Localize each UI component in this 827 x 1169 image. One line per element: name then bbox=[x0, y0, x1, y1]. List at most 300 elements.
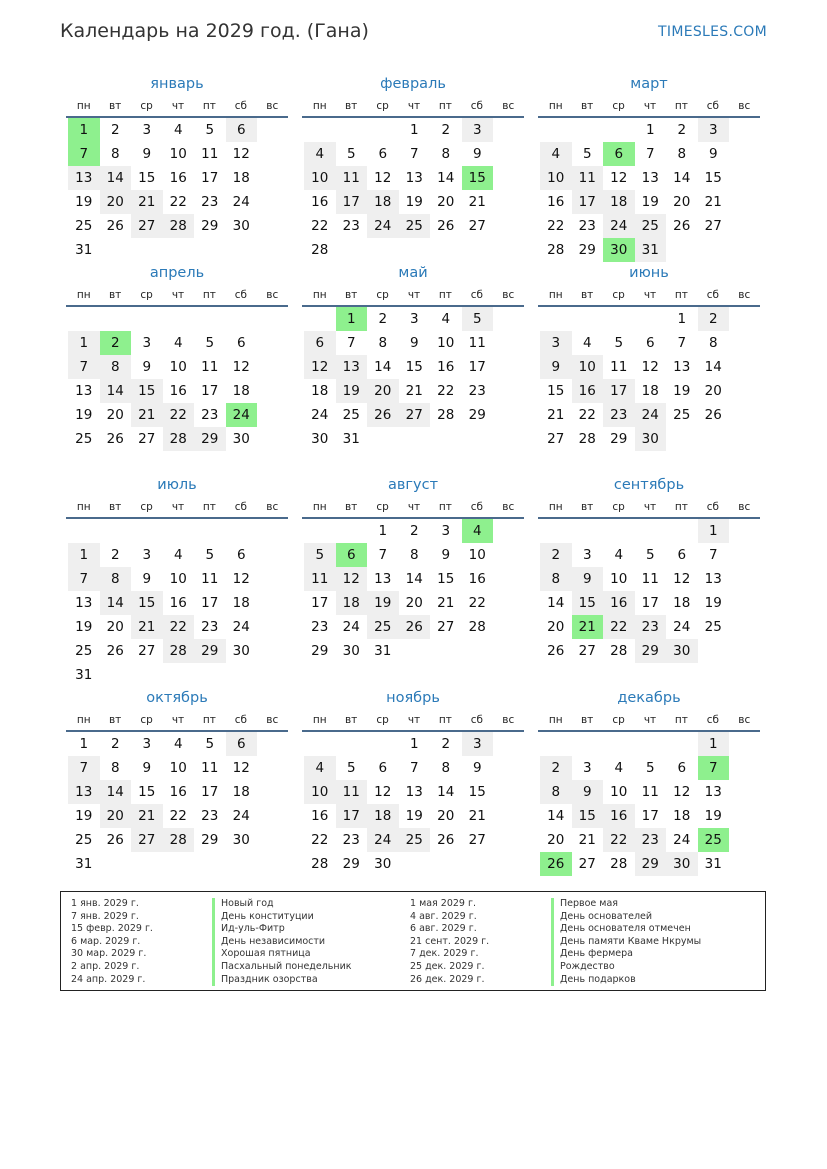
weekday-label: пн bbox=[76, 100, 91, 112]
day-cell: 19 bbox=[673, 383, 691, 399]
day-cell: 20 bbox=[437, 808, 455, 824]
day-cell: 30 bbox=[342, 643, 360, 659]
day-cell: 18 bbox=[641, 383, 659, 399]
day-cell: 23 bbox=[468, 383, 486, 399]
empty-cell bbox=[336, 118, 368, 142]
weekday-label: пт bbox=[438, 714, 452, 726]
day-cell: 21 bbox=[468, 808, 486, 824]
day-cell: 26 bbox=[437, 218, 455, 234]
month-11 bbox=[302, 682, 524, 876]
day-cell: 8 bbox=[100, 567, 132, 591]
day-cell: 19 bbox=[641, 194, 659, 210]
day-cell: 1 bbox=[68, 543, 100, 567]
weekday-label: ср bbox=[376, 714, 389, 726]
day-cell: 13 bbox=[673, 359, 691, 375]
day-cell: 27 bbox=[437, 619, 455, 635]
empty-cell bbox=[540, 519, 572, 543]
month-name: декабрь bbox=[617, 690, 681, 706]
holiday-legend bbox=[60, 891, 766, 991]
day-cell: 6 bbox=[304, 331, 336, 355]
day-cell: 6 bbox=[378, 760, 388, 776]
empty-cell bbox=[100, 307, 132, 331]
day-cell: 16 bbox=[311, 194, 329, 210]
day-cell: 25 bbox=[342, 407, 360, 423]
day-cell: 4 bbox=[540, 142, 572, 166]
day-cell: 3 bbox=[142, 335, 152, 351]
day-cell: 7 bbox=[708, 547, 718, 563]
month-name: июнь bbox=[629, 265, 669, 281]
day-cell: 27 bbox=[704, 218, 722, 234]
empty-cell bbox=[131, 519, 163, 543]
day-cell: 16 bbox=[169, 784, 187, 800]
day-cell: 17 bbox=[641, 595, 659, 611]
day-cell: 14 bbox=[673, 170, 691, 186]
month-name: октябрь bbox=[146, 690, 208, 706]
day-cell: 13 bbox=[68, 780, 100, 804]
day-cell: 13 bbox=[75, 383, 93, 399]
page-title: Календарь на 2029 год. (Гана) bbox=[60, 20, 369, 42]
day-cell: 30 bbox=[666, 639, 698, 663]
day-cell: 8 bbox=[110, 760, 120, 776]
day-cell: 15 bbox=[138, 170, 156, 186]
day-cell: 12 bbox=[232, 571, 250, 587]
weekday-label: пт bbox=[202, 501, 216, 513]
day-cell: 24 bbox=[603, 214, 635, 238]
empty-cell bbox=[336, 519, 368, 543]
month-name: апрель bbox=[149, 265, 205, 281]
day-cell: 8 bbox=[540, 567, 572, 591]
weekday-header bbox=[538, 285, 760, 307]
empty-cell bbox=[635, 732, 667, 756]
day-cell: 5 bbox=[205, 736, 215, 752]
day-cell: 29 bbox=[201, 218, 219, 234]
legend-holiday-name: Ид-уль-Фитр bbox=[212, 923, 285, 936]
legend-date: 21 сент. 2029 г. bbox=[410, 935, 490, 947]
day-cell: 9 bbox=[708, 146, 718, 162]
weekday-label: сб bbox=[234, 100, 247, 112]
day-cell: 1 bbox=[409, 736, 419, 752]
legend-holiday-name: Новый год bbox=[212, 898, 274, 911]
day-cell: 3 bbox=[142, 547, 152, 563]
empty-cell bbox=[540, 732, 572, 756]
day-cell: 9 bbox=[142, 760, 152, 776]
day-cell: 14 bbox=[100, 379, 132, 403]
empty-cell bbox=[572, 118, 604, 142]
empty-cell bbox=[68, 519, 100, 543]
weekday-label: пн bbox=[76, 289, 91, 301]
day-cell: 12 bbox=[232, 760, 250, 776]
weekday-label: ср bbox=[612, 100, 625, 112]
holiday-day: 6 bbox=[603, 142, 635, 166]
empty-cell bbox=[603, 307, 635, 331]
weekday-label: пт bbox=[674, 501, 688, 513]
day-cell: 22 bbox=[437, 383, 455, 399]
day-grid bbox=[538, 118, 760, 262]
day-cell: 11 bbox=[468, 335, 486, 351]
day-cell: 10 bbox=[572, 355, 604, 379]
day-cell: 7 bbox=[409, 760, 419, 776]
weekday-label: пт bbox=[438, 100, 452, 112]
legend-holiday-name: Пасхальный понедельник bbox=[212, 961, 352, 974]
day-cell: 12 bbox=[374, 784, 392, 800]
day-cell: 18 bbox=[232, 784, 250, 800]
day-cell: 20 bbox=[367, 379, 399, 403]
day-cell: 20 bbox=[547, 832, 565, 848]
day-cell: 17 bbox=[201, 383, 219, 399]
day-cell: 13 bbox=[336, 355, 368, 379]
weekday-label: вс bbox=[738, 100, 751, 112]
day-cell: 25 bbox=[399, 214, 431, 238]
day-cell: 30 bbox=[311, 431, 329, 447]
day-cell: 27 bbox=[131, 828, 163, 852]
day-cell: 17 bbox=[201, 784, 219, 800]
day-cell: 25 bbox=[75, 643, 93, 659]
holiday-day: 26 bbox=[540, 852, 572, 876]
day-cell: 26 bbox=[399, 615, 431, 639]
day-cell: 29 bbox=[194, 427, 226, 451]
weekday-label: чт bbox=[407, 289, 421, 301]
day-cell: 10 bbox=[169, 359, 187, 375]
holiday-day: 30 bbox=[603, 238, 635, 262]
day-cell: 13 bbox=[405, 170, 423, 186]
day-cell: 30 bbox=[232, 218, 250, 234]
day-cell: 21 bbox=[704, 194, 722, 210]
day-cell: 10 bbox=[304, 166, 336, 190]
day-grid bbox=[66, 118, 288, 262]
day-cell: 3 bbox=[441, 523, 451, 539]
weekday-label: пт bbox=[674, 289, 688, 301]
day-cell: 9 bbox=[472, 146, 482, 162]
weekday-header bbox=[66, 285, 288, 307]
day-cell: 20 bbox=[100, 190, 132, 214]
day-cell: 3 bbox=[462, 118, 494, 142]
day-cell: 20 bbox=[106, 407, 124, 423]
day-cell: 8 bbox=[441, 760, 451, 776]
empty-cell bbox=[131, 307, 163, 331]
holiday-day: 25 bbox=[698, 828, 730, 852]
weekday-label: чт bbox=[171, 501, 185, 513]
weekday-header bbox=[302, 497, 524, 519]
empty-cell bbox=[304, 732, 336, 756]
weekday-label: пн bbox=[312, 289, 327, 301]
holiday-day: 4 bbox=[462, 519, 494, 543]
empty-cell bbox=[666, 732, 698, 756]
day-cell: 19 bbox=[704, 595, 722, 611]
day-cell: 11 bbox=[304, 567, 336, 591]
day-cell: 24 bbox=[232, 194, 250, 210]
day-cell: 19 bbox=[75, 194, 93, 210]
empty-cell bbox=[572, 307, 604, 331]
day-cell: 2 bbox=[441, 122, 451, 138]
day-cell: 1 bbox=[698, 732, 730, 756]
day-cell: 26 bbox=[547, 643, 565, 659]
day-cell: 15 bbox=[572, 591, 604, 615]
day-cell: 6 bbox=[226, 118, 258, 142]
day-cell: 10 bbox=[304, 780, 336, 804]
legend-holiday-name: Первое мая bbox=[551, 898, 618, 911]
weekday-label: пн bbox=[548, 501, 563, 513]
day-grid bbox=[538, 732, 760, 876]
day-cell: 15 bbox=[704, 170, 722, 186]
weekday-label: вс bbox=[738, 501, 751, 513]
day-cell: 3 bbox=[540, 331, 572, 355]
day-cell: 27 bbox=[468, 218, 486, 234]
day-cell: 3 bbox=[142, 736, 152, 752]
day-cell: 26 bbox=[673, 218, 691, 234]
day-cell: 31 bbox=[75, 856, 93, 872]
day-cell: 27 bbox=[578, 643, 596, 659]
empty-cell bbox=[68, 307, 100, 331]
day-cell: 30 bbox=[374, 856, 392, 872]
day-cell: 4 bbox=[304, 756, 336, 780]
weekday-label: сб bbox=[470, 714, 483, 726]
holiday-day: 1 bbox=[68, 118, 100, 142]
day-cell: 18 bbox=[673, 808, 691, 824]
day-cell: 8 bbox=[378, 335, 388, 351]
day-cell: 22 bbox=[603, 615, 635, 639]
day-cell: 1 bbox=[79, 736, 89, 752]
day-cell: 6 bbox=[226, 732, 258, 756]
weekday-label: пн bbox=[76, 714, 91, 726]
weekday-label: ср bbox=[612, 501, 625, 513]
day-grid bbox=[302, 519, 524, 663]
weekday-label: вс bbox=[738, 289, 751, 301]
legend-holiday-name: День памяти Кваме Нкрумы bbox=[551, 936, 701, 949]
day-cell: 30 bbox=[232, 643, 250, 659]
day-cell: 22 bbox=[169, 808, 187, 824]
day-cell: 24 bbox=[367, 828, 399, 852]
holiday-day: 7 bbox=[698, 756, 730, 780]
weekday-label: пт bbox=[674, 100, 688, 112]
day-cell: 9 bbox=[572, 567, 604, 591]
day-cell: 12 bbox=[374, 170, 392, 186]
day-cell: 13 bbox=[641, 170, 659, 186]
weekday-label: чт bbox=[171, 100, 185, 112]
day-cell: 28 bbox=[610, 643, 628, 659]
day-cell: 22 bbox=[311, 832, 329, 848]
weekday-label: чт bbox=[643, 714, 657, 726]
day-cell: 6 bbox=[645, 335, 655, 351]
day-cell: 29 bbox=[635, 639, 667, 663]
day-cell: 25 bbox=[367, 615, 399, 639]
day-cell: 23 bbox=[342, 832, 360, 848]
month-5 bbox=[302, 257, 524, 451]
day-cell: 31 bbox=[342, 431, 360, 447]
day-cell: 22 bbox=[603, 828, 635, 852]
day-cell: 3 bbox=[409, 311, 419, 327]
day-cell: 6 bbox=[677, 547, 687, 563]
weekday-label: вс bbox=[502, 501, 515, 513]
day-cell: 9 bbox=[572, 780, 604, 804]
day-cell: 15 bbox=[547, 383, 565, 399]
weekday-label: сб bbox=[706, 289, 719, 301]
day-cell: 23 bbox=[635, 828, 667, 852]
day-cell: 14 bbox=[547, 595, 565, 611]
day-cell: 7 bbox=[68, 355, 100, 379]
day-cell: 9 bbox=[142, 146, 152, 162]
day-cell: 2 bbox=[110, 736, 120, 752]
day-cell: 25 bbox=[75, 218, 93, 234]
day-cell: 28 bbox=[163, 639, 195, 663]
empty-cell bbox=[603, 519, 635, 543]
day-cell: 19 bbox=[704, 808, 722, 824]
day-cell: 5 bbox=[614, 335, 624, 351]
legend-holiday-name: День независимости bbox=[212, 936, 325, 949]
legend-date: 24 апр. 2029 г. bbox=[71, 973, 146, 985]
legend-holiday-name: Праздник озорства bbox=[212, 974, 318, 987]
empty-cell bbox=[572, 732, 604, 756]
empty-cell bbox=[540, 118, 572, 142]
day-cell: 1 bbox=[68, 331, 100, 355]
day-cell: 18 bbox=[232, 595, 250, 611]
day-cell: 24 bbox=[342, 619, 360, 635]
weekday-label: ср bbox=[376, 100, 389, 112]
day-cell: 6 bbox=[236, 547, 246, 563]
weekday-label: пн bbox=[312, 501, 327, 513]
month-name: март bbox=[630, 76, 668, 92]
empty-cell bbox=[603, 118, 635, 142]
weekday-label: вс bbox=[502, 100, 515, 112]
day-cell: 25 bbox=[704, 619, 722, 635]
holiday-day: 1 bbox=[336, 307, 368, 331]
day-cell: 4 bbox=[173, 547, 183, 563]
day-cell: 20 bbox=[100, 804, 132, 828]
weekday-label: ср bbox=[140, 100, 153, 112]
day-cell: 13 bbox=[68, 166, 100, 190]
day-cell: 14 bbox=[547, 808, 565, 824]
empty-cell bbox=[100, 519, 132, 543]
legend-holiday-name: День подарков bbox=[551, 974, 636, 987]
day-cell: 5 bbox=[346, 146, 356, 162]
day-cell: 31 bbox=[75, 242, 93, 258]
day-cell: 17 bbox=[572, 190, 604, 214]
day-cell: 23 bbox=[201, 808, 219, 824]
day-cell: 12 bbox=[610, 170, 628, 186]
day-cell: 17 bbox=[201, 595, 219, 611]
day-cell: 22 bbox=[311, 218, 329, 234]
weekday-label: вт bbox=[344, 714, 358, 726]
day-cell: 11 bbox=[336, 780, 368, 804]
empty-cell bbox=[336, 732, 368, 756]
day-cell: 30 bbox=[232, 832, 250, 848]
weekday-label: ср bbox=[612, 714, 625, 726]
weekday-label: пн bbox=[548, 100, 563, 112]
day-cell: 20 bbox=[106, 619, 124, 635]
month-name: июль bbox=[157, 477, 197, 493]
legend-date: 25 дек. 2029 г. bbox=[410, 961, 485, 972]
day-cell: 7 bbox=[409, 146, 419, 162]
day-cell: 16 bbox=[169, 170, 187, 186]
day-cell: 17 bbox=[336, 804, 368, 828]
day-cell: 7 bbox=[346, 335, 356, 351]
day-cell: 11 bbox=[201, 571, 219, 587]
empty-cell bbox=[635, 307, 667, 331]
legend-holiday-name: День основателей bbox=[551, 911, 652, 924]
day-cell: 24 bbox=[367, 214, 399, 238]
day-cell: 9 bbox=[441, 547, 451, 563]
weekday-header bbox=[302, 96, 524, 118]
day-cell: 17 bbox=[311, 595, 329, 611]
day-grid bbox=[538, 307, 760, 451]
day-cell: 23 bbox=[311, 619, 329, 635]
month-9 bbox=[538, 469, 760, 663]
brand-link[interactable]: TIMESLES.COM bbox=[658, 24, 767, 40]
legend-date: 1 янв. 2029 г. bbox=[71, 898, 139, 909]
weekday-label: вт bbox=[108, 289, 122, 301]
weekday-label: пт bbox=[438, 289, 452, 301]
day-cell: 8 bbox=[110, 146, 120, 162]
day-cell: 16 bbox=[311, 808, 329, 824]
day-cell: 23 bbox=[201, 619, 219, 635]
day-cell: 1 bbox=[677, 311, 687, 327]
day-cell: 22 bbox=[468, 595, 486, 611]
day-cell: 25 bbox=[635, 214, 667, 238]
weekday-label: ср bbox=[140, 714, 153, 726]
day-cell: 2 bbox=[540, 756, 572, 780]
day-cell: 28 bbox=[163, 427, 195, 451]
day-cell: 31 bbox=[635, 238, 667, 262]
day-cell: 13 bbox=[704, 784, 722, 800]
day-cell: 11 bbox=[610, 359, 628, 375]
legend-date: 30 мар. 2029 г. bbox=[71, 948, 147, 960]
day-cell: 1 bbox=[645, 122, 655, 138]
month-7 bbox=[66, 469, 288, 687]
day-cell: 14 bbox=[100, 166, 132, 190]
day-cell: 2 bbox=[378, 311, 388, 327]
weekday-label: пн bbox=[548, 289, 563, 301]
day-cell: 27 bbox=[138, 431, 156, 447]
day-cell: 8 bbox=[540, 780, 572, 804]
empty-cell bbox=[540, 307, 572, 331]
legend-date: 7 дек. 2029 г. bbox=[410, 948, 479, 960]
month-12 bbox=[538, 682, 760, 876]
weekday-label: вт bbox=[344, 289, 358, 301]
day-cell: 4 bbox=[582, 335, 592, 351]
day-cell: 19 bbox=[75, 808, 93, 824]
weekday-label: вт bbox=[108, 100, 122, 112]
month-3 bbox=[538, 68, 760, 262]
day-cell: 15 bbox=[405, 359, 423, 375]
day-cell: 21 bbox=[547, 407, 565, 423]
day-cell: 24 bbox=[635, 403, 667, 427]
day-cell: 14 bbox=[704, 359, 722, 375]
weekday-label: пт bbox=[202, 714, 216, 726]
day-cell: 29 bbox=[311, 643, 329, 659]
day-cell: 21 bbox=[468, 194, 486, 210]
day-cell: 9 bbox=[409, 335, 419, 351]
day-cell: 23 bbox=[201, 407, 219, 423]
day-cell: 20 bbox=[673, 194, 691, 210]
day-cell: 2 bbox=[110, 122, 120, 138]
day-cell: 25 bbox=[75, 431, 93, 447]
day-cell: 18 bbox=[232, 170, 250, 186]
day-cell: 23 bbox=[578, 218, 596, 234]
day-cell: 10 bbox=[169, 146, 187, 162]
day-cell: 7 bbox=[378, 547, 388, 563]
day-grid bbox=[66, 732, 288, 876]
day-cell: 21 bbox=[131, 804, 163, 828]
day-cell: 11 bbox=[201, 760, 219, 776]
month-name: ноябрь bbox=[386, 690, 440, 706]
day-cell: 24 bbox=[673, 832, 691, 848]
day-cell: 3 bbox=[582, 547, 592, 563]
day-cell: 15 bbox=[131, 591, 163, 615]
weekday-header bbox=[66, 497, 288, 519]
day-cell: 19 bbox=[367, 591, 399, 615]
day-cell: 17 bbox=[201, 170, 219, 186]
day-cell: 18 bbox=[603, 190, 635, 214]
day-cell: 8 bbox=[100, 355, 132, 379]
